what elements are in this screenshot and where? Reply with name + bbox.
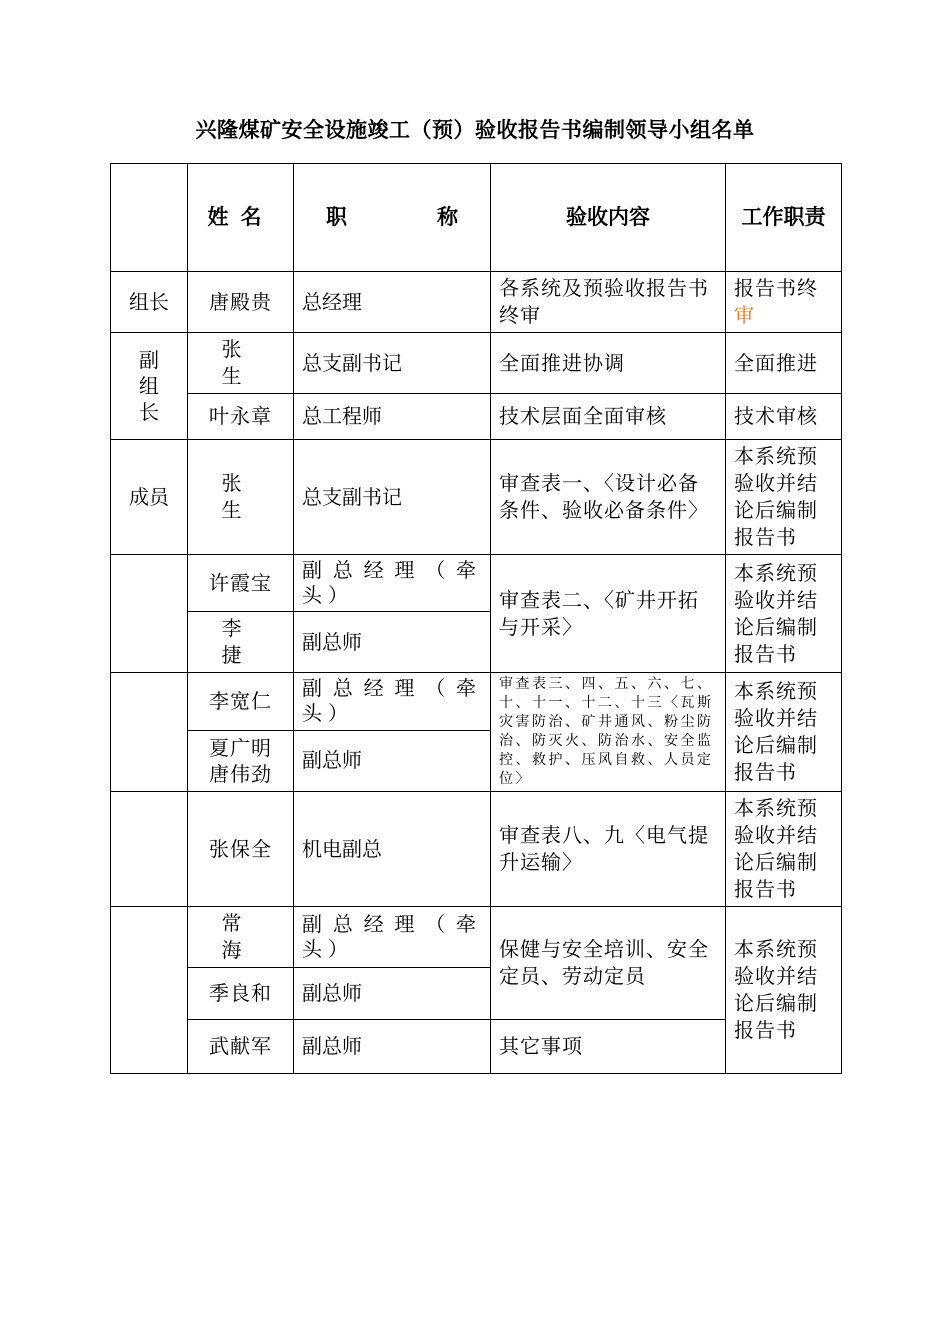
position-cell: 总支副书记 <box>294 333 491 394</box>
position-cell: 副总经理（牵头） <box>294 907 491 968</box>
role-cell <box>111 673 188 792</box>
table-row <box>111 555 842 612</box>
role-cell <box>111 333 188 440</box>
content-cell: 全面推进协调 <box>491 333 726 394</box>
content-cell: 审查表八、九〈电气提升运输〉 <box>491 792 726 907</box>
header-title-part2: 称 <box>437 205 458 229</box>
duty-cell: 本系统预验收并结论后编制报告书 <box>726 673 842 792</box>
role-cell <box>111 792 188 907</box>
content-cell: 审查表三、四、五、六、七、十、十一、十二、十三〈瓦斯灾害防治、矿井通风、粉尘防治、防灭火、防治水、安全监控、救护、压风自救、人员定位〉 <box>491 673 726 792</box>
content-cell: 各系统及预验收报告书终审 <box>491 272 726 333</box>
duty-cell: 技术审核 <box>726 394 842 440</box>
duty-cell <box>726 272 842 333</box>
duty-text: 报告书终 <box>734 276 818 300</box>
header-duty: 工作职责 <box>726 164 842 272</box>
position-cell: 总支副书记 <box>294 440 491 555</box>
table-row <box>111 907 842 968</box>
position-cell: 副总师 <box>294 1020 491 1074</box>
position-cell: 副总师 <box>294 730 491 791</box>
position-cell: 副总经理（牵头） <box>294 673 491 731</box>
name-cell: 李捷 <box>188 612 294 673</box>
duty-cell: 本系统预验收并结论后编制报告书 <box>726 440 842 555</box>
position-cell: 机电副总 <box>294 792 491 907</box>
header-name: 姓名 <box>188 164 294 272</box>
name-cell: 唐殿贵 <box>188 272 294 333</box>
content-cell: 保健与安全培训、安全定员、劳动定员 <box>491 907 726 1020</box>
name-cell: 张生 <box>188 333 294 394</box>
role-cell <box>111 907 188 1074</box>
role-text: 副组长 <box>139 348 159 424</box>
duty-highlight: 审 <box>734 303 755 327</box>
header-content: 验收内容 <box>491 164 726 272</box>
name-line: 夏广明 <box>209 735 272 760</box>
name-cell: 许霞宝 <box>188 555 294 612</box>
leadership-roster-table <box>110 163 842 1074</box>
name-cell: 常海 <box>188 907 294 968</box>
header-role <box>111 164 188 272</box>
header-title-part1: 职 <box>326 205 347 229</box>
content-cell: 技术层面全面审核 <box>491 394 726 440</box>
content-cell: 审查表一、〈设计必备条件、验收必备条件〉 <box>491 440 726 555</box>
name-cell: 李宽仁 <box>188 673 294 731</box>
table-row <box>111 792 842 907</box>
name-cell: 张生 <box>188 440 294 555</box>
position-cell: 副总经理（牵头） <box>294 555 491 612</box>
name-cell: 张保全 <box>188 792 294 907</box>
name-cell <box>188 730 294 791</box>
table-row <box>111 333 842 394</box>
position-cell: 副总师 <box>294 968 491 1020</box>
name-cell: 武献军 <box>188 1020 294 1074</box>
page-title: 兴隆煤矿安全设施竣工（预）验收报告书编制领导小组名单 <box>195 118 755 142</box>
content-cell: 其它事项 <box>491 1020 726 1074</box>
position-cell: 副总师 <box>294 612 491 673</box>
role-cell <box>111 555 188 673</box>
role-cell: 成员 <box>111 440 188 555</box>
position-cell: 总工程师 <box>294 394 491 440</box>
table-row <box>111 440 842 555</box>
header-title <box>294 164 491 272</box>
position-cell: 总经理 <box>294 272 491 333</box>
duty-cell: 本系统预验收并结论后编制报告书 <box>726 907 842 1074</box>
table-row <box>111 394 842 440</box>
role-cell: 组长 <box>111 272 188 333</box>
duty-cell: 本系统预验收并结论后编制报告书 <box>726 555 842 673</box>
content-cell: 审查表二、〈矿井开拓与开采〉 <box>491 555 726 673</box>
table-row <box>111 272 842 333</box>
name-cell: 叶永章 <box>188 394 294 440</box>
duty-cell: 本系统预验收并结论后编制报告书 <box>726 792 842 907</box>
name-line: 唐伟劲 <box>209 761 272 786</box>
name-cell: 季良和 <box>188 968 294 1020</box>
table-row <box>111 673 842 731</box>
header-row <box>111 164 842 272</box>
duty-cell: 全面推进 <box>726 333 842 394</box>
